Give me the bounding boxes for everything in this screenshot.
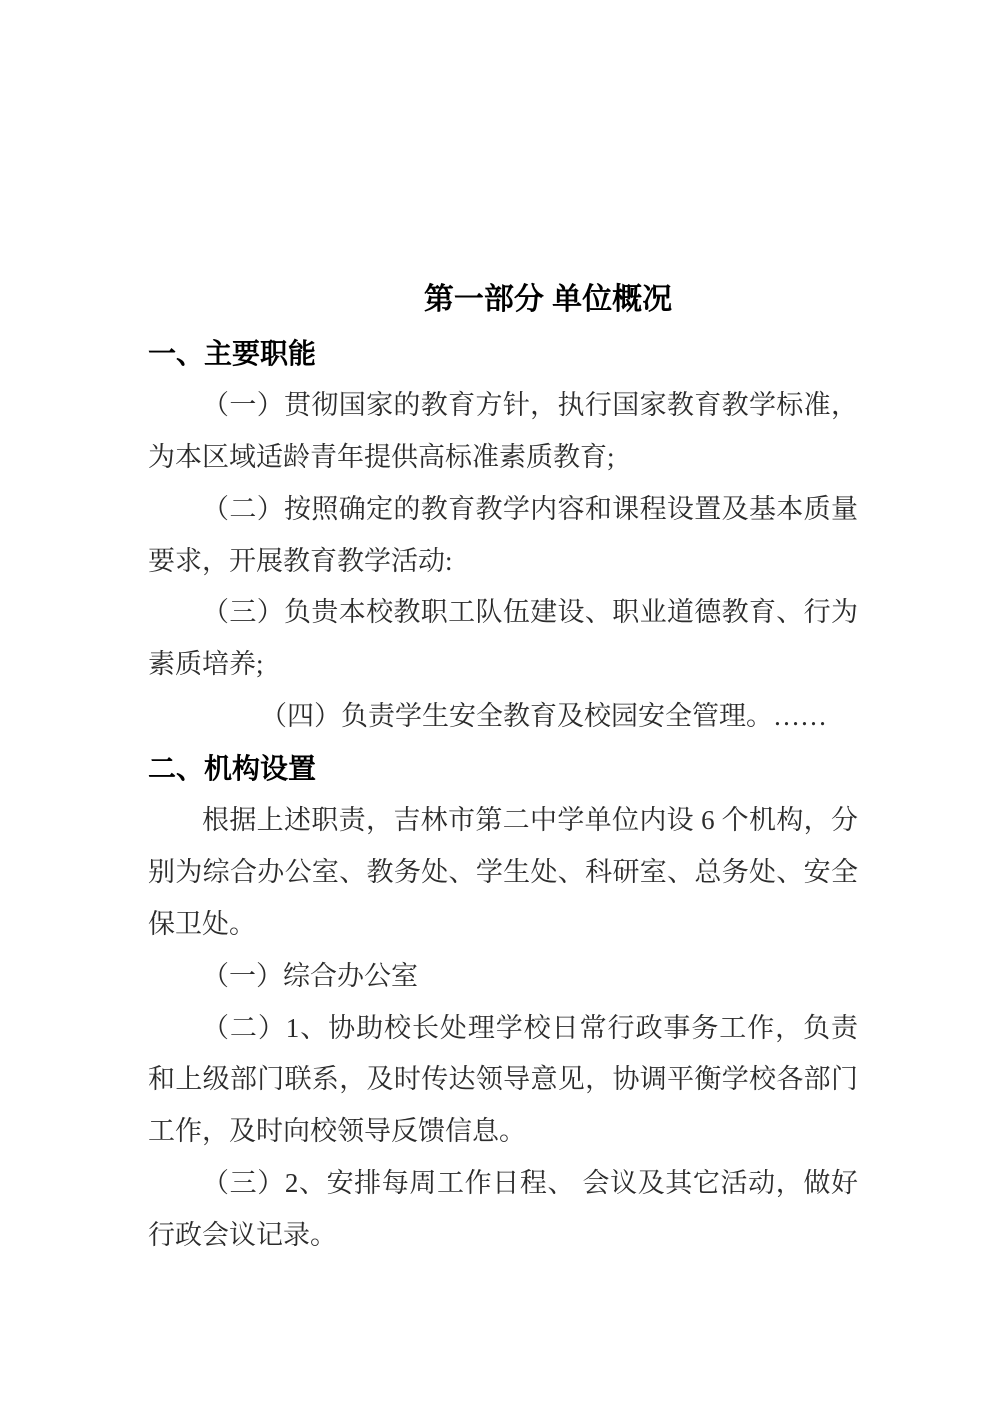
paragraph-line: 保卫处。 <box>148 908 256 939</box>
paragraph-line: 行政会议记录。 <box>148 1220 337 1251</box>
paragraph-line: （一）贯彻国家的教育方针，执行国家教育教学标准， <box>202 389 858 420</box>
paragraph-line: 工作，及时向校领导反馈信息。 <box>148 1116 526 1147</box>
paragraph-line: （三）负贵本校教职工队伍建设、职业道德教育、行为 <box>202 597 858 628</box>
paragraph-line: 为本区域适龄青年提供高标准素质教育; <box>148 441 615 472</box>
paragraph-line: （三）2、安排每周工作日程、 会议及其它活动，做好 <box>202 1168 858 1199</box>
paragraph-line: 和上级部门联系，及时传达领导意见，协调平衡学校各部门 <box>148 1064 858 1095</box>
doc-title: 第一部分 单位概况 <box>423 283 673 316</box>
section-2-heading: 二、机构设置 <box>148 753 317 785</box>
paragraph-line: 要求，开展教育教学活动: <box>148 545 453 576</box>
paragraph-line: （二）1、协助校长处理学校日常行政事务工作，负责 <box>202 1012 858 1043</box>
paragraph-line: （二）按照确定的教育教学内容和课程设置及基本质量 <box>202 493 858 524</box>
paragraph-line: （一）综合办公室 <box>202 960 418 991</box>
section-1-heading: 一、主要职能 <box>148 338 317 369</box>
paragraph-line: 根据上述职责，吉林市第二中学单位内设 6 个机构，分 <box>202 805 858 836</box>
paragraph-line: 别为综合办公室、教务处、学生处、科研室、总务处、安全 <box>148 856 858 887</box>
paragraph-line: 素质培养; <box>148 649 264 680</box>
document-content <box>148 0 858 1262</box>
paragraph-line: （四）负责学生安全教育及校园安全管理。…… <box>260 701 827 732</box>
